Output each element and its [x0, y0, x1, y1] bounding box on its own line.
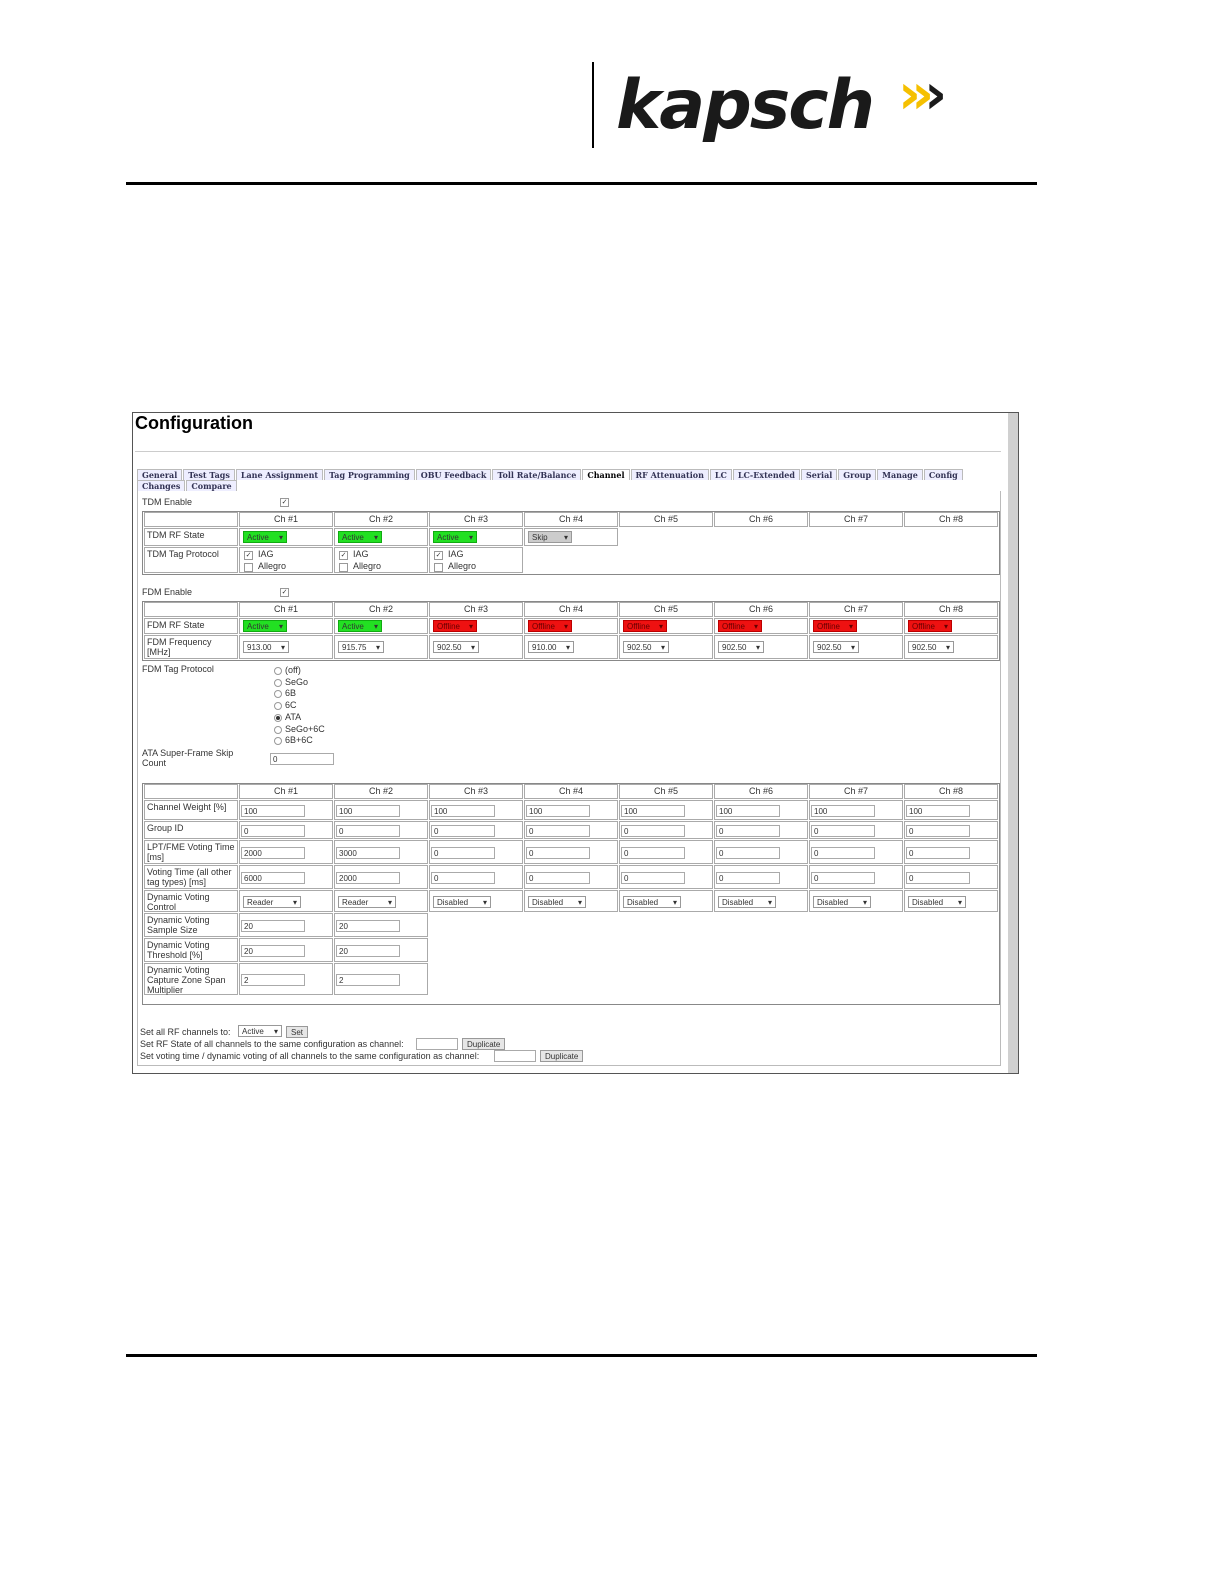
fdm-rf-state-select[interactable]: Offline ▾ — [433, 620, 477, 632]
iag-checkbox[interactable]: ✓ — [340, 552, 347, 559]
fdm-header-ch8: Ch #8 — [904, 602, 998, 617]
dynamic-row-label: Dynamic Voting Threshold [%] — [144, 938, 238, 962]
voting-input[interactable]: 0 — [431, 872, 495, 884]
dynamic-input[interactable]: 2 — [241, 974, 305, 986]
voting-cell — [809, 865, 903, 889]
voting-cell — [429, 840, 523, 864]
fdm-header-blank — [144, 602, 238, 617]
tdm-protocol-cell — [334, 547, 428, 573]
fdm-table — [142, 601, 1000, 661]
dynamic-control-select[interactable]: Reader ▾ — [243, 896, 301, 908]
fdm-rf-state-select[interactable]: Offline ▾ — [908, 620, 952, 632]
voting-cell — [239, 800, 333, 820]
fdm-rf-state-select[interactable]: Offline ▾ — [623, 620, 667, 632]
fdm-rf-cell — [809, 618, 903, 634]
dynamic-input[interactable]: 20 — [336, 920, 400, 932]
channel-panel — [137, 491, 1001, 1066]
header-rule — [126, 182, 1037, 185]
iag-label: IAG — [353, 549, 369, 559]
set-all-select[interactable]: Active ▾ — [238, 1025, 282, 1037]
voting-input[interactable]: 0 — [431, 847, 495, 859]
tab-obu-feedback[interactable]: OBU Feedback — [416, 469, 492, 480]
tdm-protocol-cell — [239, 547, 333, 573]
tdm-header-ch8: Ch #8 — [904, 512, 998, 527]
allegro-label: Allegro — [448, 561, 477, 571]
protocol-radio[interactable] — [274, 726, 282, 734]
tab-tag-programming[interactable]: Tag Programming — [324, 469, 415, 480]
fdm-frequency-select[interactable]: 902.50 ▾ — [813, 641, 859, 653]
fdm-frequency-cell — [809, 635, 903, 659]
voting-row-label: Channel Weight [%] — [144, 800, 238, 820]
protocol-label: ATA — [285, 711, 302, 722]
voting-cell — [809, 800, 903, 820]
tab-manage[interactable]: Manage — [877, 469, 923, 480]
voting-row-label: Voting Time (all other tag types) [ms] — [144, 865, 238, 889]
dynamic-cell — [334, 938, 428, 962]
dynamic-input[interactable]: 2 — [336, 974, 400, 986]
voting-cell — [429, 821, 523, 839]
ata-skip-input[interactable]: 0 — [270, 753, 334, 765]
fdm-header-ch1: Ch #1 — [239, 602, 333, 617]
voting-input[interactable]: 6000 — [241, 872, 305, 884]
voting-input[interactable]: 0 — [906, 847, 970, 859]
dynamic-control-cell — [904, 890, 998, 912]
voting-cell — [524, 800, 618, 820]
tdm-rf-cell — [524, 528, 618, 546]
allegro-checkbox[interactable] — [339, 563, 348, 572]
fdm-frequency-select[interactable]: 902.50 ▾ — [623, 641, 669, 653]
voting-cell — [619, 800, 713, 820]
tdm-enable-checkbox[interactable]: ✓ — [281, 499, 288, 506]
voting-input[interactable]: 0 — [811, 872, 875, 884]
voting-input[interactable]: 0 — [621, 847, 685, 859]
tab-serial[interactable]: Serial — [801, 469, 837, 480]
fdm-rf-cell — [714, 618, 808, 634]
fdm-enable-checkbox[interactable]: ✓ — [281, 589, 288, 596]
dynamic-cell — [239, 913, 333, 937]
tab-lc[interactable]: LC — [710, 469, 732, 480]
voting-input[interactable]: 0 — [336, 825, 400, 837]
voting-cell — [619, 840, 713, 864]
voting-cell — [714, 840, 808, 864]
page-title: Configuration — [135, 413, 253, 433]
fdm-frequency-cell — [334, 635, 428, 659]
set-all-label: Set all RF channels to: — [140, 1027, 231, 1037]
title-divider — [135, 451, 1001, 452]
set-button[interactable]: Set — [286, 1026, 308, 1038]
logo-arrows: ››› — [898, 62, 938, 127]
voting-input[interactable]: 100 — [526, 805, 590, 817]
voting-cell — [904, 800, 998, 820]
tab-lane-assignment[interactable]: Lane Assignment — [236, 469, 323, 480]
voting-input[interactable]: 100 — [241, 805, 305, 817]
dynamic-control-select[interactable]: Disabled ▾ — [813, 896, 871, 908]
voting-cell — [429, 865, 523, 889]
fdm-frequency-cell — [714, 635, 808, 659]
ata-skip-label: ATA Super-Frame Skip Count — [142, 748, 234, 768]
config-tabs — [137, 469, 997, 491]
protocol-label: SeGo — [285, 676, 309, 687]
tdm-rf-state-select[interactable]: Active ▾ — [433, 531, 477, 543]
tdm-header-blank — [144, 512, 238, 527]
voting-input[interactable]: 0 — [811, 847, 875, 859]
fdm-rf-cell — [524, 618, 618, 634]
voting-cell — [239, 865, 333, 889]
fdm-rf-state-select[interactable]: Active ▾ — [338, 620, 382, 632]
vote-header-ch3: Ch #3 — [429, 784, 523, 799]
voting-input[interactable]: 0 — [811, 825, 875, 837]
configuration-screenshot — [132, 412, 1019, 1074]
voting-cell — [904, 821, 998, 839]
logo-wordmark: kapsch — [616, 66, 873, 145]
tdm-header-ch1: Ch #1 — [239, 512, 333, 527]
tdm-header-ch7: Ch #7 — [809, 512, 903, 527]
iag-checkbox[interactable]: ✓ — [435, 552, 442, 559]
duplicate-voting-button[interactable]: Duplicate — [540, 1050, 583, 1062]
vote-header-ch2: Ch #2 — [334, 784, 428, 799]
tdm-rf-state-select[interactable]: Active ▾ — [338, 531, 382, 543]
tab-config[interactable]: Config — [924, 469, 963, 480]
fdm-rf-state-select[interactable]: Offline ▾ — [528, 620, 572, 632]
voting-input[interactable]: 0 — [621, 825, 685, 837]
protocol-label: 6B — [285, 688, 297, 699]
tdm-rf-cell — [334, 528, 428, 546]
tab-test-tags[interactable]: Test Tags — [183, 469, 235, 480]
voting-input[interactable]: 2000 — [336, 872, 400, 884]
fdm-frequency-cell — [524, 635, 618, 659]
dynamic-input[interactable]: 20 — [241, 920, 305, 932]
dynamic-control-cell — [619, 890, 713, 912]
fdm-frequency-select[interactable]: 910.00 ▾ — [528, 641, 574, 653]
voting-cell — [334, 821, 428, 839]
tdm-rf-state-label: TDM RF State — [144, 528, 238, 546]
fdm-header-ch3: Ch #3 — [429, 602, 523, 617]
protocol-radio[interactable] — [274, 737, 282, 745]
voting-input[interactable]: 0 — [716, 825, 780, 837]
fdm-rf-cell — [429, 618, 523, 634]
tdm-table — [142, 511, 1000, 575]
voting-input[interactable]: 3000 — [336, 847, 400, 859]
voting-input[interactable]: 0 — [716, 847, 780, 859]
dynamic-row-label: Dynamic Voting Sample Size — [144, 913, 238, 937]
vote-header-ch6: Ch #6 — [714, 784, 808, 799]
dynamic-row-label: Dynamic Voting Capture Zone Span Multiplier — [144, 963, 238, 995]
tdm-header-ch4: Ch #4 — [524, 512, 618, 527]
dynamic-control-select[interactable]: Disabled ▾ — [718, 896, 776, 908]
tdm-tag-protocol-label: TDM Tag Protocol — [144, 547, 238, 573]
vote-header-ch8: Ch #8 — [904, 784, 998, 799]
dynamic-control-cell — [239, 890, 333, 912]
logo-separator — [592, 62, 594, 148]
dynamic-control-cell — [429, 890, 523, 912]
dynamic-control-cell — [524, 890, 618, 912]
voting-input[interactable]: 100 — [811, 805, 875, 817]
footer-rule — [126, 1354, 1037, 1357]
voting-row-label: Group ID — [144, 821, 238, 839]
fdm-rf-cell — [904, 618, 998, 634]
fdm-rf-state-select[interactable]: Offline ▾ — [813, 620, 857, 632]
protocol-label: (off) — [285, 665, 301, 675]
tdm-protocol-cell — [429, 547, 523, 573]
voting-input[interactable]: 0 — [526, 825, 590, 837]
fdm-rf-cell — [619, 618, 713, 634]
voting-cell — [619, 821, 713, 839]
allegro-checkbox[interactable] — [244, 563, 253, 572]
voting-cell — [334, 800, 428, 820]
voting-cell — [524, 865, 618, 889]
voting-input[interactable]: 0 — [716, 872, 780, 884]
scrollbar[interactable] — [1008, 413, 1018, 1073]
tab-channel[interactable]: Channel — [582, 469, 629, 480]
voting-cell — [714, 865, 808, 889]
iag-label: IAG — [448, 549, 464, 559]
allegro-checkbox[interactable] — [434, 563, 443, 572]
dynamic-cell — [239, 938, 333, 962]
fdm-rf-state-select[interactable]: Active ▾ — [243, 620, 287, 632]
protocol-radio[interactable] — [274, 679, 282, 687]
protocol-radio[interactable] — [274, 714, 282, 722]
duplicate-rf-button[interactable]: Duplicate — [462, 1038, 505, 1050]
voting-input[interactable]: 100 — [906, 805, 970, 817]
fdm-header-ch2: Ch #2 — [334, 602, 428, 617]
voting-input[interactable]: 0 — [621, 872, 685, 884]
dynamic-control-select[interactable]: Disabled ▾ — [908, 896, 966, 908]
fdm-tag-protocol-label: FDM Tag Protocol — [142, 664, 214, 674]
voting-input[interactable]: 100 — [431, 805, 495, 817]
protocol-radio[interactable] — [274, 702, 282, 710]
vote-header-ch1: Ch #1 — [239, 784, 333, 799]
duplicate-voting-input[interactable] — [494, 1050, 536, 1062]
dynamic-control-select[interactable]: Disabled ▾ — [433, 896, 491, 908]
tab-group[interactable]: Group — [838, 469, 876, 480]
voting-cell — [714, 821, 808, 839]
voting-input[interactable]: 100 — [336, 805, 400, 817]
fdm-frequency-select[interactable]: 902.50 ▾ — [718, 641, 764, 653]
tdm-header-ch6: Ch #6 — [714, 512, 808, 527]
voting-input[interactable]: 0 — [906, 872, 970, 884]
voting-table — [142, 783, 1000, 1005]
dynamic-input[interactable]: 20 — [336, 945, 400, 957]
vote-header-ch5: Ch #5 — [619, 784, 713, 799]
dynamic-cell — [334, 913, 428, 937]
fdm-rf-state-select[interactable]: Offline ▾ — [718, 620, 762, 632]
voting-input[interactable]: 0 — [431, 825, 495, 837]
protocol-label: 6B+6C — [285, 735, 313, 746]
tdm-header-ch5: Ch #5 — [619, 512, 713, 527]
tdm-rf-cell — [429, 528, 523, 546]
tdm-header-ch3: Ch #3 — [429, 512, 523, 527]
tab-changes[interactable]: Changes — [137, 480, 185, 491]
voting-row-label: LPT/FME Voting Time [ms] — [144, 840, 238, 864]
duplicate-rf-label: Set RF State of all channels to the same configuration as channel: — [140, 1039, 404, 1049]
voting-cell — [524, 821, 618, 839]
allegro-label: Allegro — [258, 561, 287, 571]
fdm-frequency-cell — [904, 635, 998, 659]
voting-input[interactable]: 2000 — [241, 847, 305, 859]
vote-header-ch7: Ch #7 — [809, 784, 903, 799]
fdm-frequency-label: FDM Frequency [MHz] — [144, 635, 238, 659]
fdm-enable-label: FDM Enable — [142, 587, 193, 597]
voting-input[interactable]: 0 — [241, 825, 305, 837]
protocol-label: SeGo+6C — [285, 723, 325, 734]
dynamic-control-cell — [809, 890, 903, 912]
dynamic-control-select[interactable]: Disabled ▾ — [528, 896, 586, 908]
fdm-frequency-select[interactable]: 902.50 ▾ — [908, 641, 954, 653]
fdm-rf-state-label: FDM RF State — [144, 618, 238, 634]
vote-header-blank — [144, 784, 238, 799]
voting-input[interactable]: 0 — [526, 847, 590, 859]
tdm-rf-state-select[interactable]: Active ▾ — [243, 531, 287, 543]
voting-cell — [904, 865, 998, 889]
dynamic-cell — [239, 963, 333, 995]
tab-toll-rate-balance[interactable]: Toll Rate/Balance — [492, 469, 581, 480]
iag-label: IAG — [258, 549, 274, 559]
tab-compare[interactable]: Compare — [186, 480, 236, 491]
kapsch-logo — [592, 62, 1032, 148]
dynamic-control-cell — [334, 890, 428, 912]
voting-input[interactable]: 100 — [716, 805, 780, 817]
fdm-frequency-cell — [239, 635, 333, 659]
tab-general[interactable]: General — [137, 469, 182, 480]
voting-input[interactable]: 100 — [621, 805, 685, 817]
tdm-header-ch2: Ch #2 — [334, 512, 428, 527]
fdm-header-ch4: Ch #4 — [524, 602, 618, 617]
protocol-radio[interactable] — [274, 667, 282, 675]
fdm-frequency-select[interactable]: 902.50 ▾ — [433, 641, 479, 653]
fdm-rf-cell — [239, 618, 333, 634]
voting-cell — [524, 840, 618, 864]
fdm-frequency-select[interactable]: 915.75 ▾ — [338, 641, 384, 653]
voting-cell — [619, 865, 713, 889]
fdm-header-ch7: Ch #7 — [809, 602, 903, 617]
voting-cell — [334, 865, 428, 889]
fdm-rf-cell — [334, 618, 428, 634]
voting-cell — [904, 840, 998, 864]
iag-checkbox[interactable]: ✓ — [245, 552, 252, 559]
fdm-frequency-select[interactable]: 913.00 ▾ — [243, 641, 289, 653]
voting-cell — [429, 800, 523, 820]
voting-cell — [809, 821, 903, 839]
dynamic-input[interactable]: 20 — [241, 945, 305, 957]
dynamic-control-select[interactable]: Reader ▾ — [338, 896, 396, 908]
duplicate-rf-input[interactable] — [416, 1038, 458, 1050]
protocol-radio[interactable] — [274, 690, 282, 698]
voting-cell — [239, 840, 333, 864]
dynamic-voting-control-label: Dynamic Voting Control — [144, 890, 238, 912]
voting-cell — [809, 840, 903, 864]
tab-rf-attenuation[interactable]: RF Attenuation — [631, 469, 709, 480]
fdm-frequency-cell — [429, 635, 523, 659]
voting-input[interactable]: 0 — [906, 825, 970, 837]
voting-cell — [334, 840, 428, 864]
voting-cell — [714, 800, 808, 820]
voting-cell — [239, 821, 333, 839]
tdm-rf-cell — [239, 528, 333, 546]
fdm-frequency-cell — [619, 635, 713, 659]
tdm-rf-state-select[interactable]: Skip ▾ — [528, 531, 572, 543]
dynamic-control-cell — [714, 890, 808, 912]
dynamic-control-select[interactable]: Disabled ▾ — [623, 896, 681, 908]
vote-header-ch4: Ch #4 — [524, 784, 618, 799]
tab-lc-extended[interactable]: LC-Extended — [733, 469, 800, 480]
voting-input[interactable]: 0 — [526, 872, 590, 884]
fdm-header-ch6: Ch #6 — [714, 602, 808, 617]
tdm-enable-label: TDM Enable — [142, 497, 193, 507]
allegro-label: Allegro — [353, 561, 382, 571]
dynamic-cell — [334, 963, 428, 995]
protocol-label: 6C — [285, 700, 297, 711]
fdm-header-ch5: Ch #5 — [619, 602, 713, 617]
duplicate-voting-label: Set voting time / dynamic voting of all channels to the same configuration as channel: — [140, 1051, 480, 1061]
